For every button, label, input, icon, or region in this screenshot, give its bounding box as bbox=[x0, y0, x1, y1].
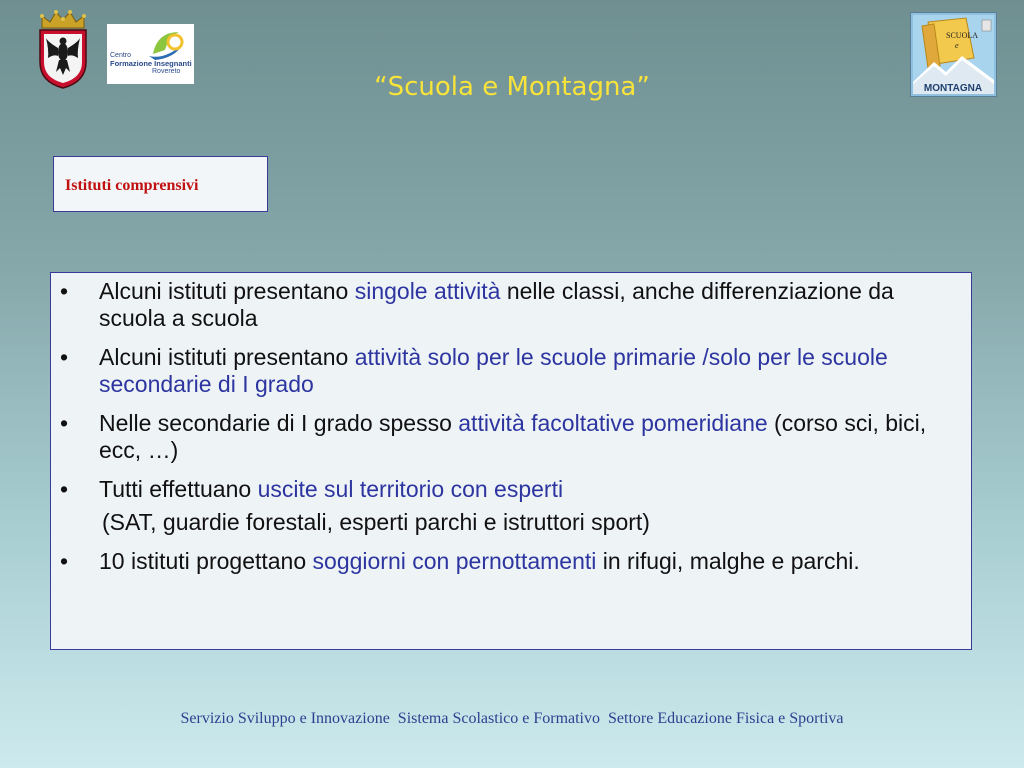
bullet-highlight: singole attività bbox=[354, 278, 501, 304]
bullet-item bbox=[51, 278, 971, 332]
bullet-text: Alcuni istituti presentano bbox=[99, 344, 355, 370]
bullet-text: 10 istituti progettano bbox=[99, 548, 313, 574]
bullet-text: Nelle secondarie di I grado spesso bbox=[99, 410, 459, 436]
bullet-text: in rifugi, malghe e parchi. bbox=[596, 548, 860, 574]
page-title: “Scuola e Montagna” bbox=[374, 72, 650, 102]
bullet-subline: (SAT, guardie forestali, esperti parchi e istruttori sport) bbox=[102, 509, 650, 535]
section-tag bbox=[53, 156, 268, 212]
content-box bbox=[50, 272, 972, 650]
cfi-logo-line1: Centro bbox=[110, 52, 132, 59]
bullet-item bbox=[51, 410, 971, 464]
bullet-highlight: soggiorni con pernottamenti bbox=[312, 548, 597, 574]
scuola-e-montagna-logo bbox=[910, 12, 997, 97]
bullet-list bbox=[51, 278, 971, 587]
bullet-text: nelle classi, anche differenziazione da scuola a scuola bbox=[99, 278, 894, 331]
bullet-text: (corso sci, bici, ecc, …) bbox=[99, 410, 927, 463]
section-tag-label: Istituti comprensivi bbox=[65, 177, 199, 194]
bullet-marker: • bbox=[60, 476, 69, 502]
bullet-item bbox=[51, 548, 971, 575]
sm-logo-line2: e bbox=[955, 41, 959, 50]
bullet-text: Alcuni istituti presentano bbox=[99, 278, 355, 304]
bullet-marker: • bbox=[60, 410, 69, 436]
bullet-marker: • bbox=[60, 344, 69, 370]
bullet-item bbox=[51, 476, 971, 536]
bullet-highlight: attività facoltative pomeridiane bbox=[458, 410, 768, 436]
bullet-highlight: uscite sul territorio con esperti bbox=[257, 476, 564, 502]
bullet-marker: • bbox=[60, 278, 69, 304]
crown-icon bbox=[40, 10, 86, 28]
sm-logo-line3: MONTAGNA bbox=[923, 83, 983, 94]
bullet-item bbox=[51, 344, 971, 398]
cfi-logo-line3: Rovereto bbox=[152, 68, 181, 75]
cfi-logo-line2: Formazione Insegnanti bbox=[110, 59, 192, 68]
sm-logo-line1: SCUOLA bbox=[946, 31, 979, 40]
bullet-marker: • bbox=[60, 548, 69, 574]
footer-text: Servizio Sviluppo e Innovazione Sistema Scolastico e Formativo Settore Educazione Fisica e Sportiva bbox=[180, 710, 844, 727]
bullet-text: Tutti effettuano bbox=[99, 476, 258, 502]
bullet-highlight: attività solo per le scuole primarie /solo per le scuole secondarie di I grado bbox=[99, 344, 888, 397]
